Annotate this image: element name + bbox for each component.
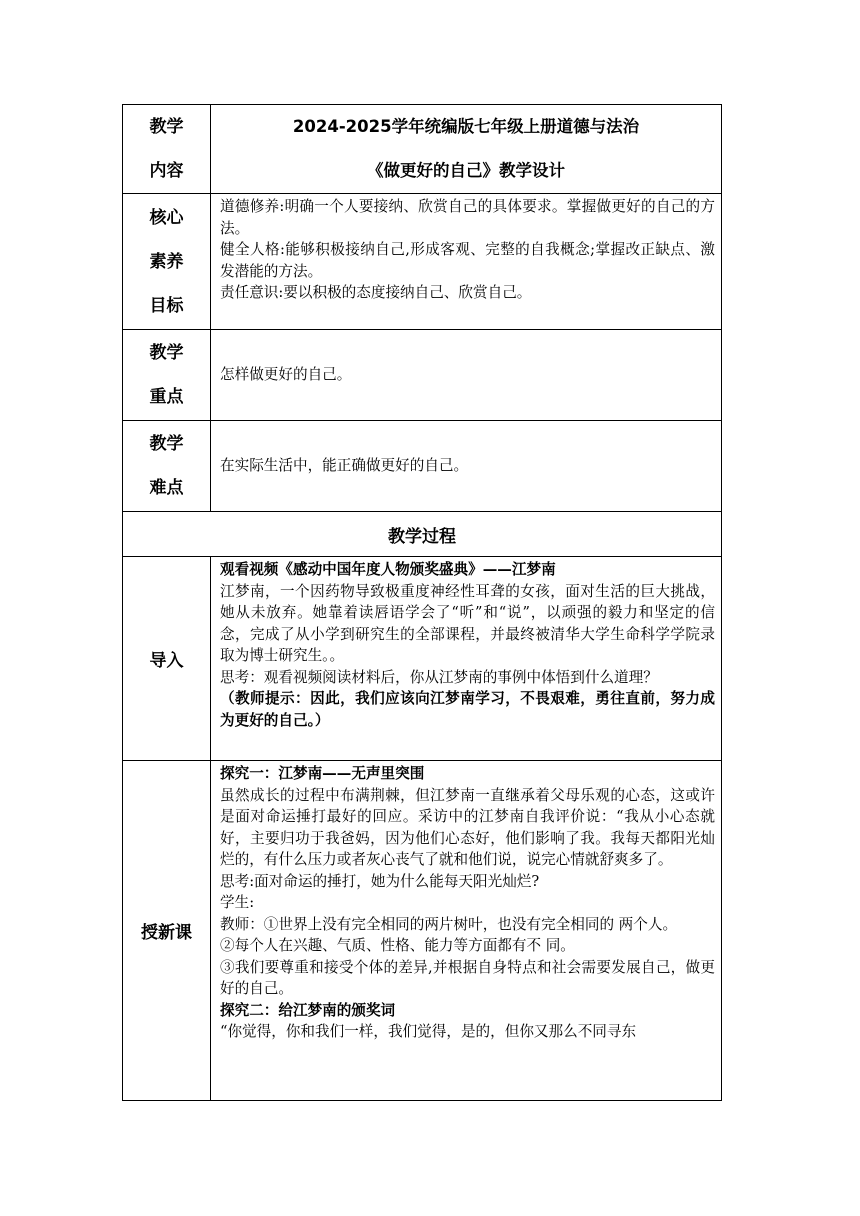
teacher-point-3: ③我们要尊重和接受个体的差异,并根据自身特点和社会需要发展自己，做更好的自己。 bbox=[220, 958, 715, 997]
key-points-row bbox=[123, 330, 722, 421]
label-line: 教学 bbox=[149, 434, 184, 454]
goals-row bbox=[123, 194, 722, 330]
teacher-point-1: 教师：①世界上没有完全相同的两片树叶，也没有完全相同的 两个人。 bbox=[220, 915, 678, 933]
intro-row bbox=[123, 557, 722, 761]
difficult-points-content: 在实际生活中，能正确做更好的自己。 bbox=[211, 421, 722, 512]
goal-responsibility: 责任意识:要以积极的态度接纳自己、欣赏自己。 bbox=[220, 284, 532, 301]
explore-2-heading: 探究二：给江梦南的颁奖词 bbox=[220, 1001, 396, 1019]
intro-content bbox=[211, 557, 722, 761]
intro-hint: （教师提示：因此，我们应该向江梦南学习，不畏艰难，勇往直前，努力成为更好的自己。） bbox=[220, 690, 715, 729]
label-line: 重点 bbox=[149, 387, 184, 407]
label-line: 素养 bbox=[149, 251, 184, 272]
label-line: 教学 bbox=[149, 343, 184, 363]
intro-heading: 观看视频《感动中国年度人物颁奖盛典》——江梦南 bbox=[220, 561, 556, 578]
label-key-points bbox=[123, 330, 211, 421]
explore-1-heading: 探究一：江梦南——无声里突围 bbox=[220, 765, 425, 782]
new-lesson-row bbox=[123, 761, 722, 1101]
label-difficult-points bbox=[123, 421, 211, 512]
title-row bbox=[123, 105, 722, 194]
label-line: 核心 bbox=[149, 207, 184, 228]
label-teaching-content bbox=[123, 105, 211, 194]
key-points-content: 怎样做更好的自己。 bbox=[211, 330, 722, 421]
difficult-points-row bbox=[123, 421, 722, 512]
intro-question: 思考：观看视频阅读材料后，你从江梦南的事例中体悟到什么道理？ bbox=[220, 668, 658, 686]
title-line-1: 2024-2025学年统编版七年级上册道德与法治 bbox=[292, 117, 640, 136]
process-header: 教学过程 bbox=[123, 512, 722, 557]
process-header-row bbox=[123, 512, 722, 557]
label-line: 教学 bbox=[149, 117, 184, 137]
label-line: 内容 bbox=[149, 161, 184, 181]
title-line-2: 《做更好的自己》教学设计 bbox=[367, 161, 565, 180]
label-core-goals bbox=[123, 194, 211, 330]
explore-2-paragraph: “你觉得，你和我们一样，我们觉得，是的，但你又那么不同寻东 bbox=[220, 1023, 637, 1040]
label-line: 难点 bbox=[149, 478, 184, 498]
goal-personality: 健全人格:能够积极接纳自己,形成客观、完整的自我概念;掌握改正缺点、激发潜能的方法。 bbox=[220, 241, 715, 280]
lesson-plan-table bbox=[122, 104, 722, 1101]
teacher-point-2: ②每个人在兴趣、气质、性格、能力等方面都有不 同。 bbox=[220, 937, 575, 954]
new-lesson-content bbox=[211, 761, 722, 1101]
explore-1-question: 思考:面对命运的捶打，她为什么能每天阳光灿烂? bbox=[220, 872, 540, 890]
explore-1-paragraph: 虽然成长的过程中布满荆棘，但江梦南一直继承着父母乐观的心态，这或许是面对命运捶打最好的回应。采访中的江梦南自我评价说：“我从小心态就好，主要归功于我爸妈，因为他们心态好，他们影响了我。我每天都阳光灿烂的，有什么压力或者灰心丧气了就和他们说，说完心情就舒爽多了。 bbox=[220, 786, 715, 868]
goals-content bbox=[211, 194, 722, 330]
intro-paragraph: 江梦南，一个因药物导致极重度神经性耳聋的女孩，面对生活的巨大挑战，她从未放弃。她靠着读唇语学会了“听”和“说”，以顽强的毅力和坚定的信念，完成了从小学到研究生的全部课程，并最终被清华大学生命科学学院录取为博士研究生。。 bbox=[220, 582, 715, 664]
label-new-lesson: 授新课 bbox=[123, 761, 211, 1101]
student-line: 学生: bbox=[220, 894, 255, 911]
goal-moral: 道德修养:明确一个人要接纳、欣赏自己的具体要求。掌握做更好的自己的方法。 bbox=[220, 198, 715, 237]
document-title bbox=[211, 105, 722, 194]
label-intro: 导入 bbox=[123, 557, 211, 761]
label-line: 目标 bbox=[149, 295, 184, 316]
